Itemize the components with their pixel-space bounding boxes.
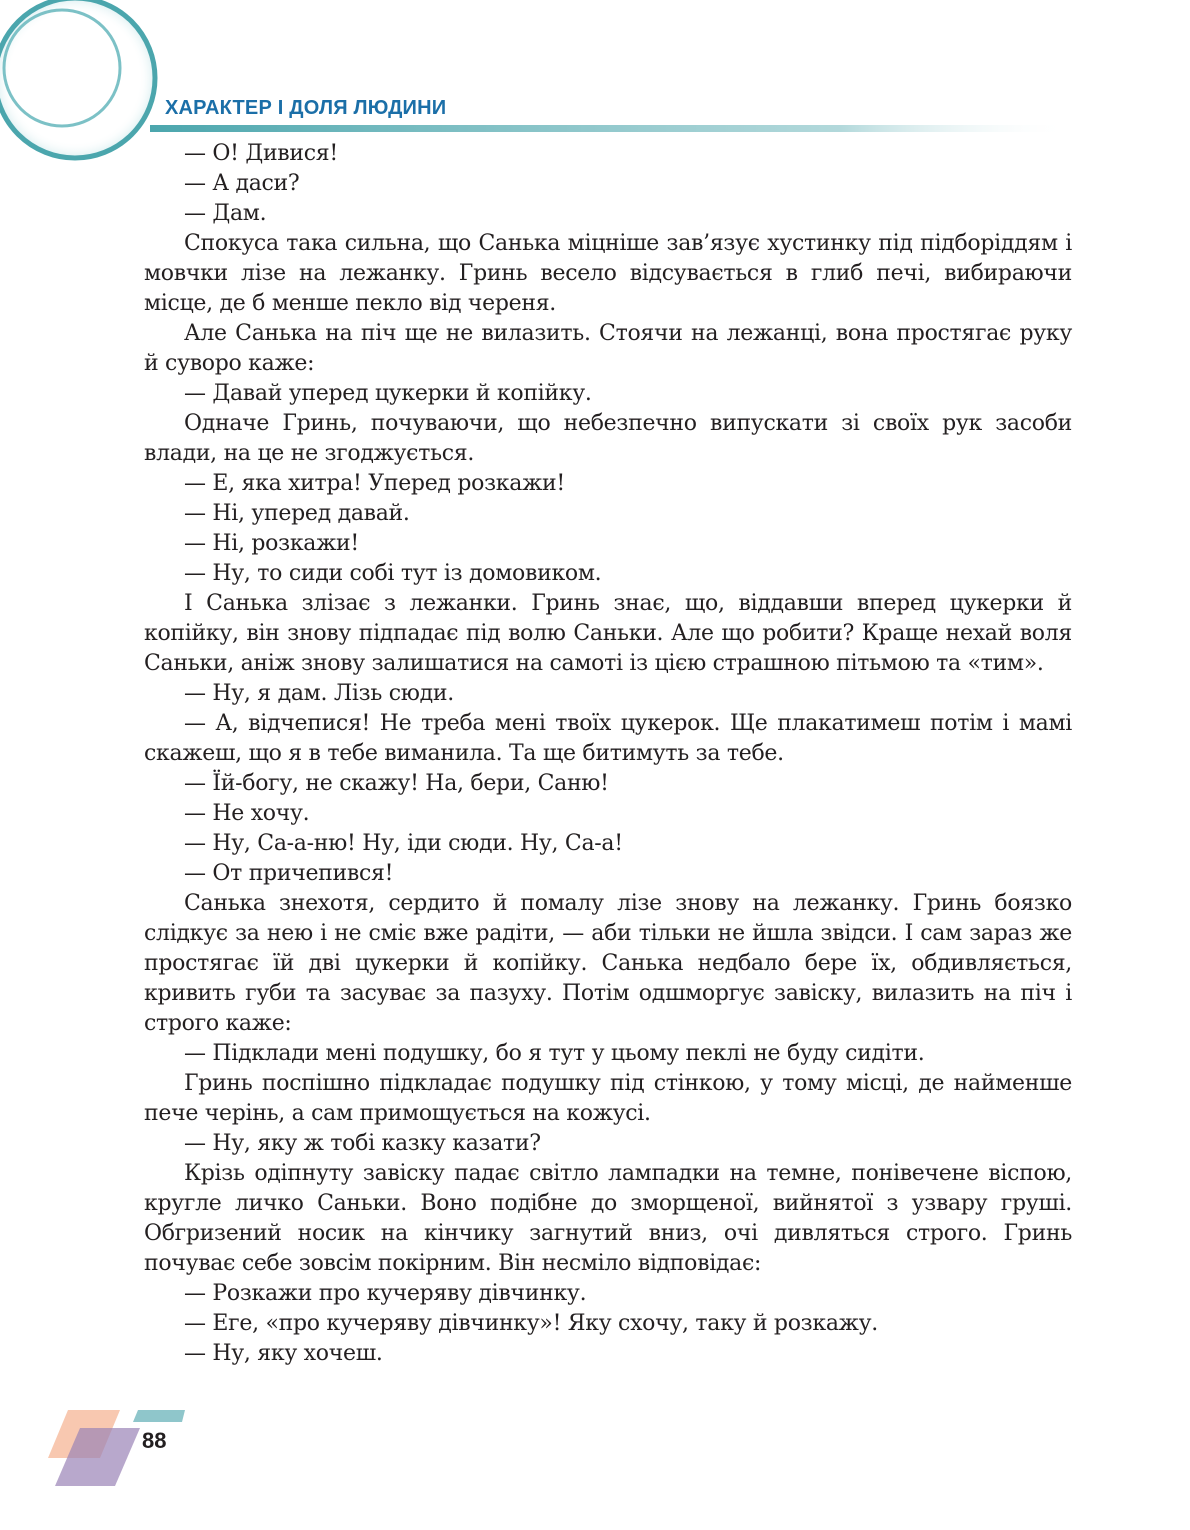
paragraph: Санька знехотя, сердито й помалу лізе знову на лежанку. Гринь боязко слідкує за нею і не сміє вже радіти, — аби тільки не йшла звідси. І сам зараз же простягає їй дві цукерки й копійку. Санька недбало бере їх, обдивляється, кривить губи та засуває за пазуху. Потім одшморгує завіску, вилазить на піч і строго каже: bbox=[144, 891, 1072, 1036]
paragraph: — А даси? bbox=[184, 171, 300, 196]
paragraph: — Еге, «про кучеряву дівчинку»! Яку схочу, таку й розкажу. bbox=[184, 1311, 878, 1336]
paragraph: І Санька злізає з лежанки. Гринь знає, що, віддавши вперед цукерки й копійку, він знову підпадає під волю Саньки. Але що робити? Краще нехай воля Саньки, аніж знову залишатися на самоті із цією страшною пітьмою та «тим». bbox=[144, 591, 1072, 676]
paragraph: — Дам. bbox=[184, 201, 267, 226]
paragraph: Одначе Гринь, почуваючи, що небезпечно випускати зі своїх рук засоби влади, на це не згоджується. bbox=[144, 411, 1072, 466]
paragraph: — Ні, уперед давай. bbox=[184, 501, 410, 526]
paragraph: — Ні, розкажи! bbox=[184, 531, 359, 556]
paragraph: — Ну, яку ж тобі казку казати? bbox=[184, 1131, 541, 1156]
running-title: ХАРАКТЕР І ДОЛЯ ЛЮДИНИ bbox=[165, 97, 447, 119]
paragraph: Спокуса така сильна, що Санька міцніше зав’язує хустинку під підборіддям і мовчки лізе на лежанку. Гринь весело відсувається в глиб печі, вибираючи місце, де б менше пекло від черeня. bbox=[144, 231, 1072, 316]
paragraph: — О! Дивися! bbox=[184, 141, 338, 166]
page-number: 88 bbox=[142, 1428, 167, 1453]
paragraph: — Їй-богу, не скажу! На, бери, Саню! bbox=[184, 771, 609, 796]
paragraph: — Ну, Са-а-ню! Ну, іди сюди. Ну, Са-а! bbox=[184, 831, 623, 856]
body-text bbox=[144, 139, 1072, 1369]
paragraph: — Не хочу. bbox=[184, 801, 310, 826]
paragraph: — Підклади мені подушку, бо я тут у цьому пеклі не буду сидіти. bbox=[184, 1041, 925, 1066]
paragraph: — Розкажи про кучеряву дівчинку. bbox=[184, 1281, 587, 1306]
paragraph: Гринь поспішно підкладає подушку під стінкою, у тому місці, де найменше пече черінь, а сам примощується на кожусі. bbox=[144, 1071, 1072, 1126]
paragraph: — Е, яка хитра! Уперед розкажи! bbox=[184, 471, 565, 496]
paragraph: — Давай уперед цукерки й копійку. bbox=[184, 381, 592, 406]
paragraph: — А, відчепися! Не треба мені твоїх цукерок. Ще плакатимеш потім і мамі скажеш, що я в тебе виманила. Та ще битимуть за тебе. bbox=[144, 711, 1072, 766]
paragraph: — Ну, то сиди собі тут із домовиком. bbox=[184, 561, 602, 586]
paragraph: — От причепився! bbox=[184, 861, 394, 886]
paragraph: Але Санька на піч ще не вилазить. Стоячи на лежанці, вона простягає руку й суворо каже: bbox=[144, 321, 1072, 376]
footer-parallelogram-decoration bbox=[0, 1390, 260, 1530]
paragraph: — Ну, яку хочеш. bbox=[184, 1341, 383, 1366]
paragraph: — Ну, я дам. Лізь сюди. bbox=[184, 681, 454, 706]
paragraph: Крізь одіпнуту завіску падає світло лампадки на темне, понівечене віспою, кругле личко Саньки. Воно подібне до зморщеної, вийнятої з узвару груші. Обгризений носик на кінчику загнутий вниз, очі дивляться строго. Гринь почуває себе зовсім покірним. Він несміло відповідає: bbox=[144, 1161, 1072, 1276]
